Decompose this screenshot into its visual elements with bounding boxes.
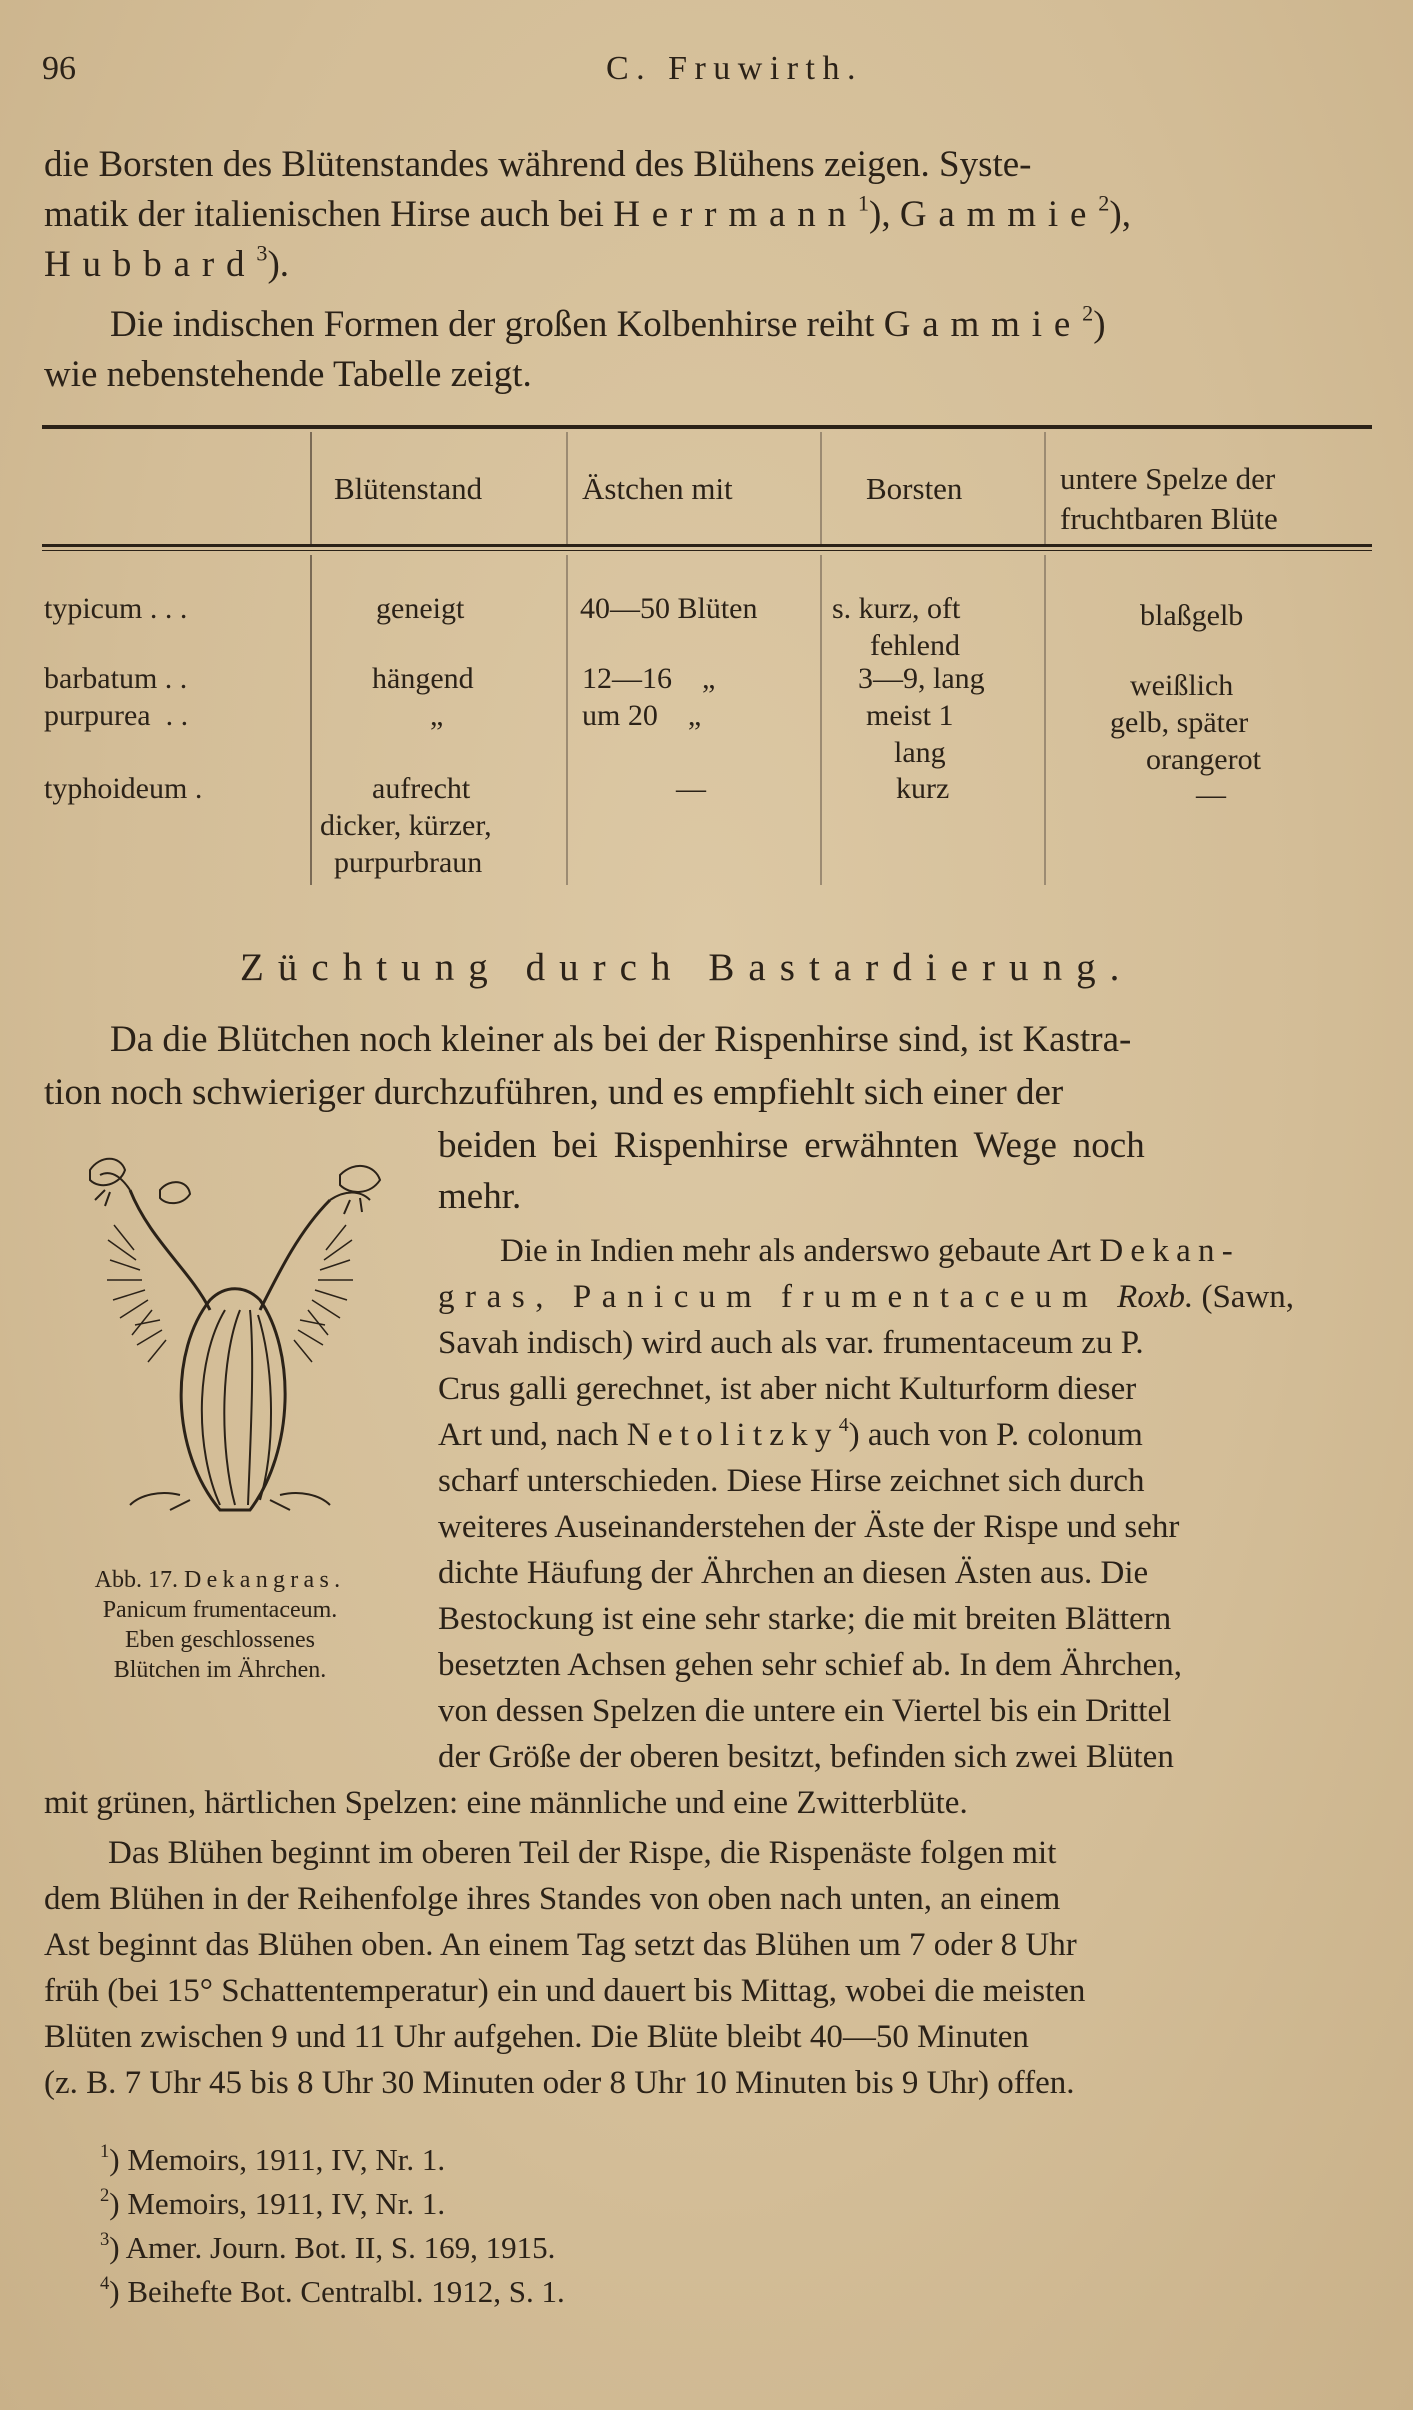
- footnote-ref: 1: [857, 190, 869, 216]
- footnote: [100, 2226, 555, 2270]
- table-cell: 12—16 „: [582, 662, 716, 695]
- body-line: Blüten zwischen 9 und 11 Uhr aufgehen. Die Blüte bleibt 40—50 Minuten: [44, 2019, 1029, 2055]
- body-line: von dessen Spelzen die untere ein Viertel bis ein Drittel: [438, 1693, 1172, 1729]
- term-dekangras: Dekan-: [1099, 1233, 1241, 1269]
- table-header-aestchen: Ästchen mit: [582, 471, 733, 506]
- footnote-number: 1: [100, 2140, 110, 2162]
- text: Art und, nach: [438, 1417, 627, 1453]
- body-line: Bestockung ist eine sehr starke; die mit breiten Blättern: [438, 1601, 1172, 1637]
- author-gammie: Gammie: [883, 304, 1083, 345]
- term-panicum: gras, Panicum frumentaceum: [438, 1279, 1118, 1315]
- body-line: [438, 1274, 1294, 1320]
- text: Die indischen Formen der großen Kolbenhirse reiht: [110, 304, 884, 345]
- dekangras-illustration: [70, 1150, 410, 1520]
- table-cell: meist 1: [866, 699, 954, 732]
- table-vrule: [566, 555, 568, 885]
- footnote: [100, 2182, 445, 2226]
- body-line: dichte Häufung der Ährchen an diesen Ästen aus. Die: [438, 1555, 1149, 1591]
- text: Dekangras.: [183, 1567, 346, 1593]
- table-vrule: [820, 555, 822, 885]
- table-cell: 40—50 Blüten: [580, 592, 758, 625]
- text: ) auch von P. colonum: [848, 1417, 1143, 1453]
- body-line: [500, 1228, 1240, 1274]
- table-cell: aufrecht: [372, 772, 471, 805]
- table-cell: gelb, später: [1110, 706, 1249, 739]
- table-cell: blaßgelb: [1140, 599, 1244, 632]
- table-cell: dicker, kürzer,: [320, 809, 492, 842]
- body-line: weiteres Auseinanderstehen der Äste der Rispe und sehr: [438, 1509, 1180, 1545]
- author-netolitzky: Netolitzky: [626, 1417, 839, 1453]
- body-line: Savah indisch) wird auch als var. frumentaceum zu P.: [438, 1325, 1144, 1361]
- body-line: dem Blühen in der Reihenfolge ihres Standes von oben nach unten, an einem: [44, 1881, 1061, 1917]
- caption-line: Eben geschlossenes: [125, 1627, 315, 1653]
- text: (Sawn,: [1193, 1279, 1295, 1315]
- table-cell: s. kurz, oft: [832, 592, 961, 625]
- body-line: [438, 1412, 1143, 1458]
- body-line: Das Blühen beginnt im oberen Teil der Rispe, die Rispenäste folgen mit: [108, 1835, 1057, 1871]
- text: ): [1093, 304, 1106, 345]
- table-cell: —: [676, 772, 706, 805]
- body-line: der Größe der oberen besitzt, befinden sich zwei Blüten: [438, 1739, 1174, 1775]
- table-cell: geneigt: [376, 592, 465, 625]
- footnote-text: ) Memoirs, 1911, IV, Nr. 1.: [109, 2186, 446, 2221]
- table-cell: um 20 „: [582, 699, 702, 732]
- body-line: Da die Blütchen noch kleiner als bei der Rispenhirse sind, ist Kastra-: [110, 1019, 1132, 1060]
- intro-line-1: die Borsten des Blütenstandes während des Blühens zeigen. Syste-: [44, 144, 1032, 185]
- body-line: scharf unterschieden. Diese Hirse zeichnet sich durch: [438, 1463, 1145, 1499]
- table-header-rule-2: [42, 550, 1372, 551]
- table-row-name: purpurea . .: [44, 699, 189, 732]
- table-header-borsten: Borsten: [866, 471, 963, 506]
- table-cell: „: [430, 699, 444, 732]
- table-row-name: barbatum . .: [44, 662, 188, 695]
- caption-line: [30, 1565, 410, 1595]
- footnote-ref: 2: [1098, 190, 1110, 216]
- table-vrule: [1044, 432, 1046, 544]
- footnote-ref: 4: [838, 1414, 849, 1437]
- body-line: tion noch schwieriger durchzuführen, und es empfiehlt sich einer der: [44, 1072, 1064, 1113]
- table-vrule: [1044, 555, 1046, 885]
- footnote-ref: 2: [1082, 300, 1094, 326]
- table-vrule: [566, 432, 568, 544]
- intro-line-5: wie nebenstehende Tabelle zeigt.: [44, 354, 532, 395]
- table-row-name: typhoideum .: [44, 772, 203, 805]
- text: ).: [267, 244, 290, 285]
- footnote-number: 2: [100, 2184, 110, 2206]
- section-title: Züchtung durch Bastardierung.: [240, 946, 1134, 989]
- table-vrule: [820, 432, 822, 544]
- table-header-spelze-l2: fruchtbaren Blüte: [1060, 501, 1278, 536]
- footnote-number: 4: [100, 2272, 110, 2294]
- body-line: Ast beginnt das Blühen oben. An einem Tag setzt das Blühen um 7 oder 8 Uhr: [44, 1927, 1077, 1963]
- body-line: mit grünen, härtlichen Spelzen: eine männliche und eine Zwitterblüte.: [44, 1785, 968, 1821]
- text: Abb. 17.: [94, 1567, 184, 1593]
- running-title: C. Fruwirth.: [606, 50, 863, 87]
- table-cell: —: [1196, 778, 1226, 811]
- body-line: Crus galli gerechnet, ist aber nicht Kulturform dieser: [438, 1371, 1137, 1407]
- caption-line: Blütchen im Ährchen.: [113, 1657, 327, 1683]
- footnote: [100, 2270, 565, 2314]
- body-line: besetzten Achsen gehen sehr schief ab. In dem Ährchen,: [438, 1647, 1183, 1683]
- table-cell: fehlend: [870, 629, 960, 662]
- table-header-rule: [42, 544, 1372, 547]
- table-cell: hängend: [372, 662, 474, 695]
- author-hubbard: Hubbard: [44, 244, 257, 285]
- table-cell: kurz: [896, 772, 950, 805]
- intro-line-2: [44, 190, 1131, 240]
- footnote: [100, 2138, 445, 2182]
- text: ),: [1109, 194, 1131, 235]
- intro-line-4: [110, 300, 1106, 350]
- table-cell: lang: [894, 736, 946, 769]
- table-vrule: [310, 555, 312, 885]
- footnote-number: 3: [100, 2228, 110, 2250]
- page-number: 96: [42, 50, 76, 87]
- table-cell: purpurbraun: [334, 846, 483, 879]
- author-gammie: Gammie: [899, 194, 1099, 235]
- figure-caption: [30, 1565, 410, 1685]
- text: ),: [869, 194, 900, 235]
- table-header-bluetenstand: Blütenstand: [334, 471, 483, 506]
- footnote-ref: 3: [256, 240, 268, 266]
- body-line: (z. B. 7 Uhr 45 bis 8 Uhr 30 Minuten oder 8 Uhr 10 Minuten bis 9 Uhr) offen.: [44, 2065, 1075, 2101]
- body-line: mehr.: [438, 1176, 522, 1217]
- text: Die in Indien mehr als anderswo gebaute Art: [500, 1233, 1100, 1269]
- table-vrule: [310, 432, 312, 544]
- table-cell: orangerot: [1146, 743, 1261, 776]
- caption-line: Panicum frumentaceum.: [102, 1597, 338, 1623]
- footnote-text: ) Memoirs, 1911, IV, Nr. 1.: [109, 2142, 446, 2177]
- intro-line-3: [44, 240, 289, 290]
- table-cell: 3—9, lang: [858, 662, 985, 695]
- table-top-rule: [42, 425, 1372, 429]
- table-cell: weißlich: [1130, 669, 1234, 702]
- author-abbrev: Roxb.: [1117, 1279, 1194, 1315]
- body-line: früh (bei 15° Schattentemperatur) ein und dauert bis Mittag, wobei die meisten: [44, 1973, 1086, 2009]
- author-herrmann: Herrmann: [613, 194, 858, 235]
- body-line: beiden bei Rispenhirse erwähnten Wege noch: [438, 1125, 1145, 1166]
- table-header-spelze-l1: untere Spelze der: [1060, 461, 1276, 496]
- footnote-text: ) Beihefte Bot. Centralbl. 1912, S. 1.: [109, 2274, 565, 2309]
- table-row-name: typicum . . .: [44, 592, 188, 625]
- text: matik der italienischen Hirse auch bei: [44, 194, 614, 235]
- footnote-text: ) Amer. Journ. Bot. II, S. 169, 1915.: [109, 2230, 556, 2265]
